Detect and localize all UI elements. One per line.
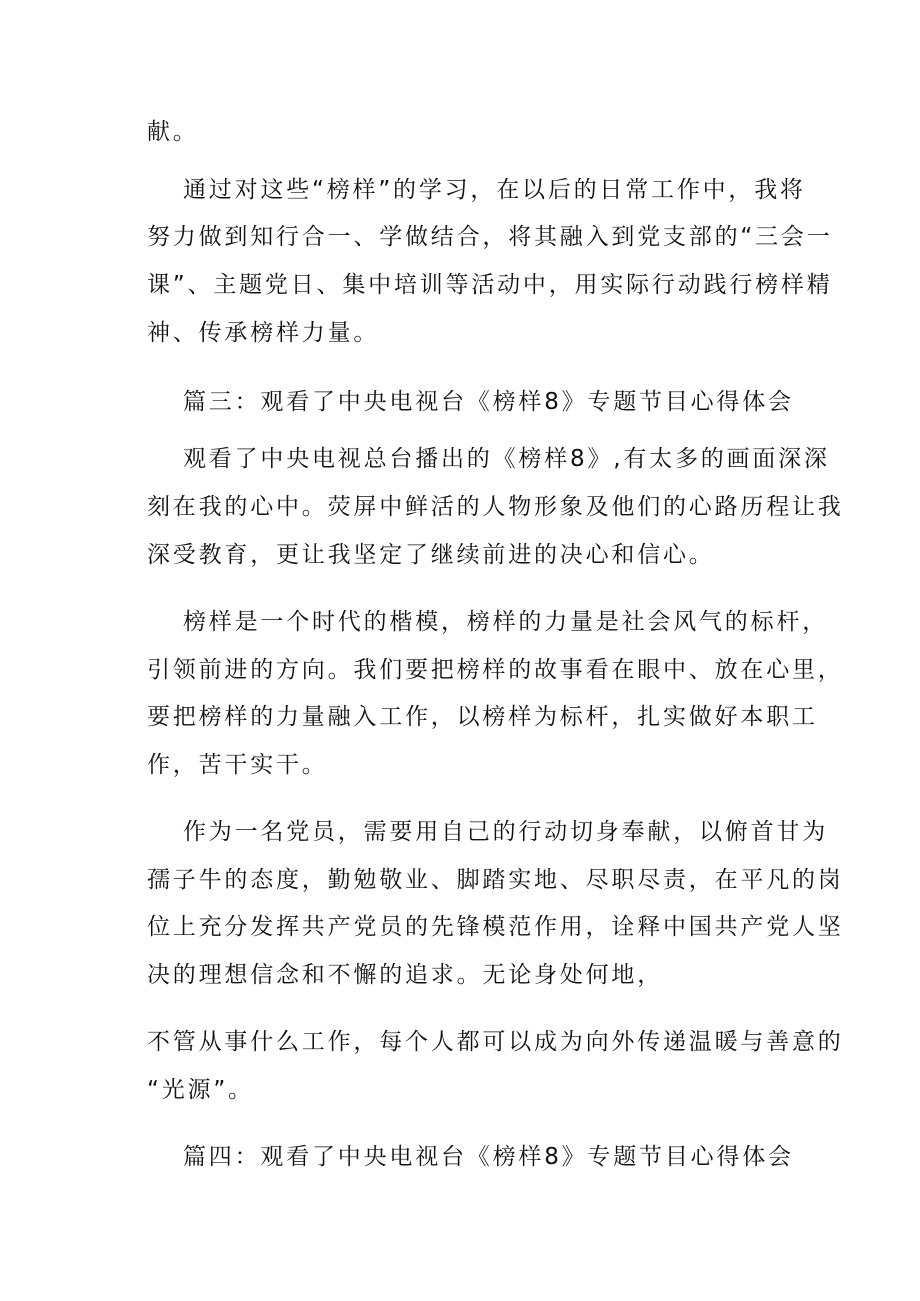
paragraph-line: 深受教育，更让我坚定了继续前进的决心和信心。	[147, 542, 715, 568]
paragraph-line: 通过对这些“榜样”的学习，在以后的日常工作中，我将	[183, 177, 806, 203]
paragraph-line: 献。	[147, 119, 199, 145]
paragraph-line: 观看了中央电视总台播出的《榜样8》,有太多的画面深深	[183, 446, 830, 472]
paragraph-line: 课”、主题党日、集中培训等活动中，用实际行动践行榜样精	[147, 272, 833, 298]
paragraph-line: 要把榜样的力量融入工作，以榜样为标杆，扎实做好本职工	[147, 704, 818, 730]
paragraph-line: 不管从事什么工作，每个人都可以成为向外传递温暖与善意的	[147, 1029, 844, 1055]
paragraph-line: 榜样是一个时代的楷模，榜样的力量是社会风气的标杆，	[183, 609, 828, 635]
paragraph-line: 作，苦干实干。	[147, 752, 328, 778]
section-heading: 篇三：观看了中央电视台《榜样8》专题节目心得体会	[183, 389, 794, 415]
paragraph-line: “光源”。	[147, 1077, 254, 1103]
paragraph-line: 引领前进的方向。我们要把榜样的故事看在眼中、放在心里，	[147, 657, 844, 683]
paragraph-line: 作为一名党员，需要用自己的行动切身奉献，以俯首甘为	[183, 819, 828, 845]
paragraph-line: 孺子牛的态度，勤勉敬业、脚踏实地、尽职尽责，在平凡的岗	[147, 867, 844, 893]
paragraph-line: 刻在我的心中。荧屏中鲜活的人物形象及他们的心路历程让我	[147, 494, 844, 520]
paragraph-line: 位上充分发挥共产党员的先锋模范作用，诠释中国共产党人坚	[147, 914, 844, 940]
paragraph-line: 神、传承榜样力量。	[147, 320, 380, 346]
paragraph-line: 努力做到知行合一、学做结合，将其融入到党支部的“三会一	[147, 224, 833, 250]
paragraph-line: 决的理想信念和不懈的追求。无论身处何地，	[147, 962, 663, 988]
section-heading: 篇四：观看了中央电视台《榜样8》专题节目心得体会	[183, 1144, 794, 1170]
